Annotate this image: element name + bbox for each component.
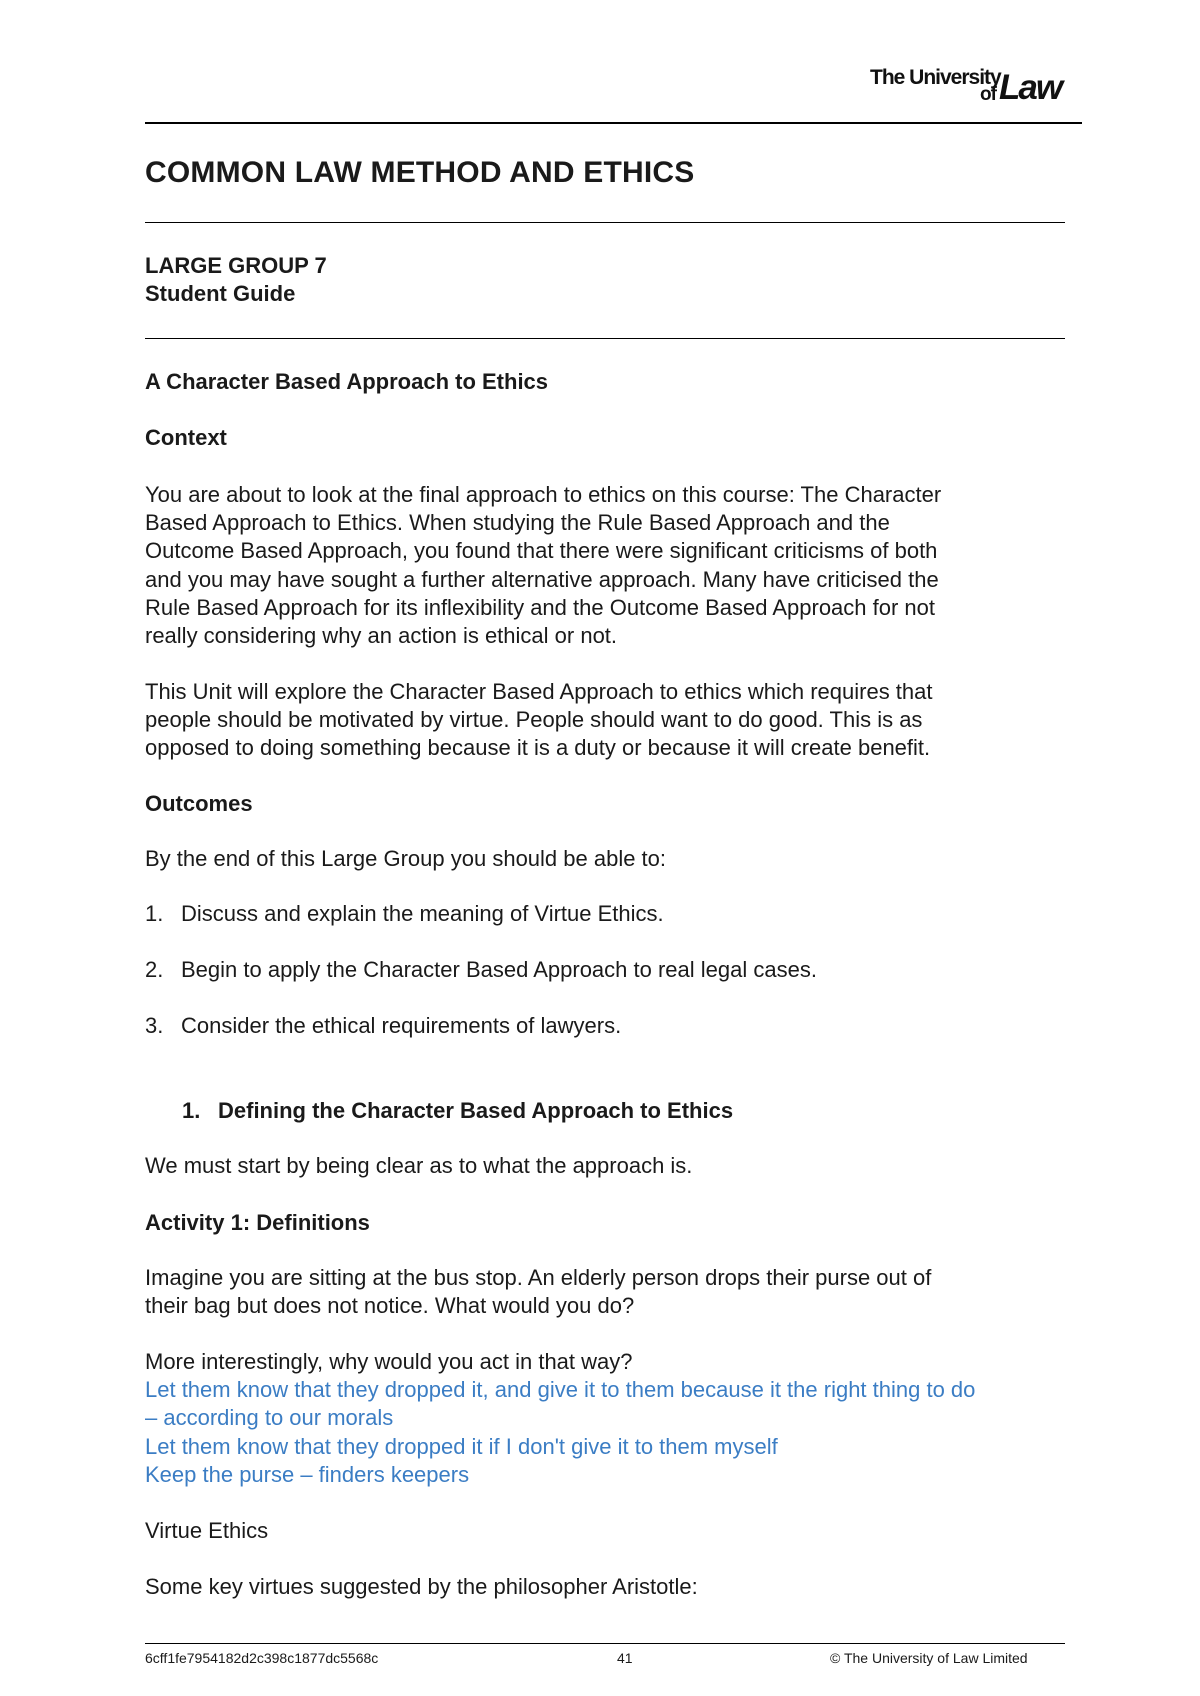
document-title: COMMON LAW METHOD AND ETHICS [145,156,695,189]
list-number: 2. [145,957,164,982]
student-answer: Let them know that they dropped it if I don't give it to them myself [145,1433,778,1459]
header-rule [145,122,1082,124]
aristotle-intro: Some key virtues suggested by the philosopher Aristotle: [145,1574,698,1599]
para-line: opposed to doing something because it is a duty or because it will create benefit. [145,735,931,761]
student-answer: – according to our morals [145,1405,394,1431]
context-paragraph-2 [145,678,1065,763]
para-line: This Unit will explore the Character Based Approach to ethics which requires that [145,679,933,704]
activity-1-question-block [145,1348,1065,1489]
para-line: people should be motivated by virtue. People should want to do good. This is as [145,707,923,733]
outcomes-heading: Outcomes [145,791,253,816]
para-line: really considering why an action is ethical or not. [145,623,618,649]
logo-text-university: The University [870,66,1001,89]
outcomes-intro: By the end of this Large Group you should be able to: [145,846,667,871]
guide-label: Student Guide [145,281,296,306]
logo-text-of: of [980,84,996,105]
para-line: Outcome Based Approach, you found that there were significant criticisms of both [145,538,938,564]
university-logo [870,66,1070,106]
logo-text-law: Law [999,68,1062,107]
activity-1-heading: Activity 1: Definitions [145,1210,370,1235]
context-paragraph-1 [145,481,1065,650]
list-text: Begin to apply the Character Based Approach to real legal cases. [181,957,817,982]
group-label: LARGE GROUP 7 [145,253,327,278]
section-1-intro: We must start by being clear as to what the approach is. [145,1153,693,1178]
subtitle-rule [145,338,1065,339]
footer-copyright: © The University of Law Limited [830,1650,1028,1666]
para-line: Based Approach to Ethics. When studying the Rule Based Approach and the [145,510,890,536]
footer-document-id: 6cff1fe7954182d2c398c1877dc5568c [145,1650,379,1666]
main-heading: A Character Based Approach to Ethics [145,369,549,394]
footer-rule [145,1643,1065,1644]
section-number: 1. [182,1098,201,1123]
outcome-item [145,957,817,983]
para-line: Imagine you are sitting at the bus stop. An elderly person drops their purse out of [145,1265,932,1290]
para-line: Rule Based Approach for its inflexibility and the Outcome Based Approach for not [145,594,936,620]
footer-page-number: 41 [617,1650,633,1666]
context-heading: Context [145,425,227,450]
activity-question: More interestingly, why would you act in that way? [145,1349,633,1374]
virtue-ethics-label: Virtue Ethics [145,1518,269,1543]
list-text: Discuss and explain the meaning of Virtue Ethics. [181,901,664,926]
list-number: 1. [145,901,164,926]
list-text: Consider the ethical requirements of lawyers. [181,1013,622,1038]
list-number: 3. [145,1013,164,1038]
para-line: and you may have sought a further alternative approach. Many have criticised the [145,566,939,592]
activity-1-paragraph [145,1264,1065,1320]
student-answer: Keep the purse – finders keepers [145,1461,470,1487]
para-line: You are about to look at the final approach to ethics on this course: The Character [145,482,942,507]
outcome-item [145,1013,621,1039]
title-rule [145,222,1065,223]
section-title: Defining the Character Based Approach to Ethics [218,1098,734,1123]
student-answer: Let them know that they dropped it, and give it to them because it the right thing to do [145,1377,976,1403]
outcome-item [145,901,664,927]
para-line: their bag but does not notice. What would you do? [145,1293,635,1319]
section-1-heading [182,1098,733,1124]
